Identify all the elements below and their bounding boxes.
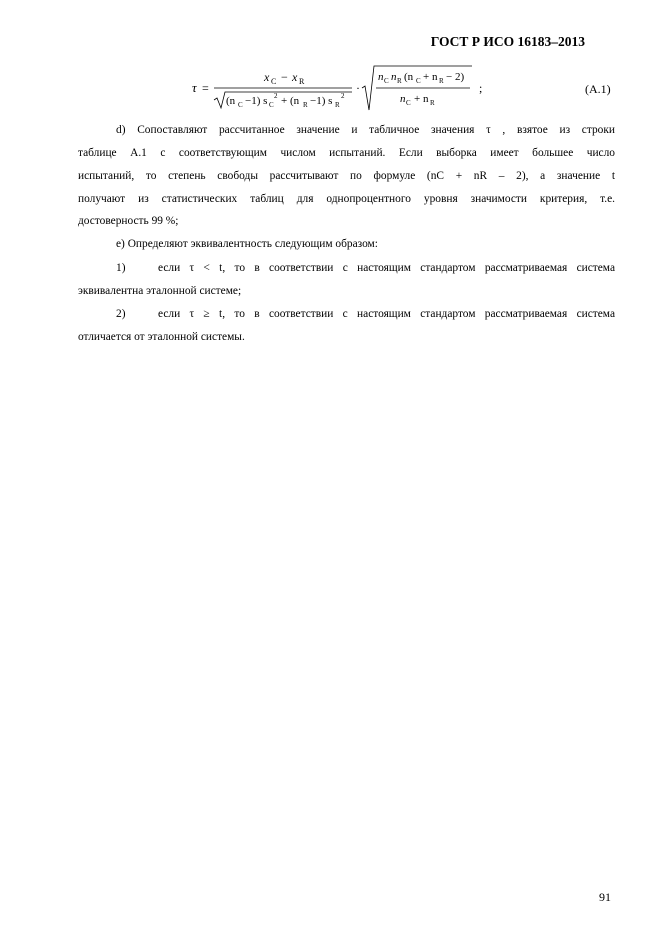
den-sub-c: C <box>238 101 243 109</box>
page-number: 91 <box>599 890 611 904</box>
den2-sub-c: C <box>406 99 411 107</box>
list-item-1-number: 1) <box>116 262 126 274</box>
list-item-2-line2: отличается от эталонной системы. <box>78 331 245 343</box>
den-plus: + (n <box>281 95 300 107</box>
formula-tau: τ <box>192 80 197 95</box>
num2-sub-c2: C <box>416 77 421 85</box>
num2-nr: n <box>391 71 397 83</box>
den2-sub-r: R <box>430 99 435 107</box>
list-item-1-line1: если τ < t, то в соответствии с настоящим стандартом рассматриваемая система <box>158 262 615 274</box>
formula-graphic <box>190 64 490 114</box>
para-d-line4: получают из статистических таблиц для однопроцентного уровня значимости критерия, т.е. <box>78 193 615 205</box>
para-e-line1: е) Определяют эквивалентность следующим образом: <box>116 238 378 250</box>
den-sub-r2: R <box>335 101 340 109</box>
den-sup-2a: 2 <box>274 92 278 100</box>
formula-minus: − <box>281 70 288 84</box>
den2-nc: n <box>400 93 406 105</box>
num2-nc: n <box>378 71 384 83</box>
num2-minus2: − 2) <box>446 71 465 83</box>
list-item-1-line2: эквивалентна эталонной системе; <box>78 285 242 297</box>
den-part-1: −1) s <box>245 95 268 107</box>
formula-semicolon: ; <box>479 81 483 95</box>
formula-equals: = <box>202 81 209 95</box>
formula-dot: · <box>356 81 360 95</box>
den2-plus: + n <box>414 93 429 105</box>
den-sup-2b: 2 <box>341 92 345 100</box>
den-sub-r: R <box>303 101 308 109</box>
formula-xc-sub: C <box>271 77 277 86</box>
formula-xr: x <box>292 70 298 84</box>
para-d-line1: d) Сопоставляют рассчитанное значение и табличное значения τ , взятое из строки <box>116 124 615 136</box>
den-part-2: −1) s <box>310 95 333 107</box>
num2-paren: (n <box>404 71 414 83</box>
para-d-line5: достоверность 99 %; <box>78 215 179 227</box>
list-item-2-line1: если τ ≥ t, то в соответствии с настоящим стандартом рассматриваемая система <box>158 308 615 320</box>
num2-sub-r: R <box>397 77 402 85</box>
para-d-line3: испытаний, то степень свободы рассчитывают по формуле (nC + nR – 2), а значение t <box>78 170 615 182</box>
num2-plus: + n <box>423 71 438 83</box>
list-item-2 <box>78 303 615 325</box>
den-sub-c2: C <box>269 101 274 109</box>
formula-xc: x <box>264 70 270 84</box>
formula-xr-sub: R <box>299 77 305 86</box>
para-d-line2: таблице А.1 с соответствующим числом испытаний. Если выборка имеет большее число <box>78 147 615 159</box>
formula-a1 <box>190 64 490 114</box>
formula-label: (A.1) <box>585 82 611 96</box>
list-item-1 <box>78 257 615 279</box>
formula-den-1: (n <box>226 95 236 107</box>
list-item-2-number: 2) <box>116 308 126 320</box>
document-header: ГОСТ Р ИСО 16183–2013 <box>430 34 585 49</box>
num2-sub-c: C <box>384 77 389 85</box>
num2-sub-r2: R <box>439 77 444 85</box>
